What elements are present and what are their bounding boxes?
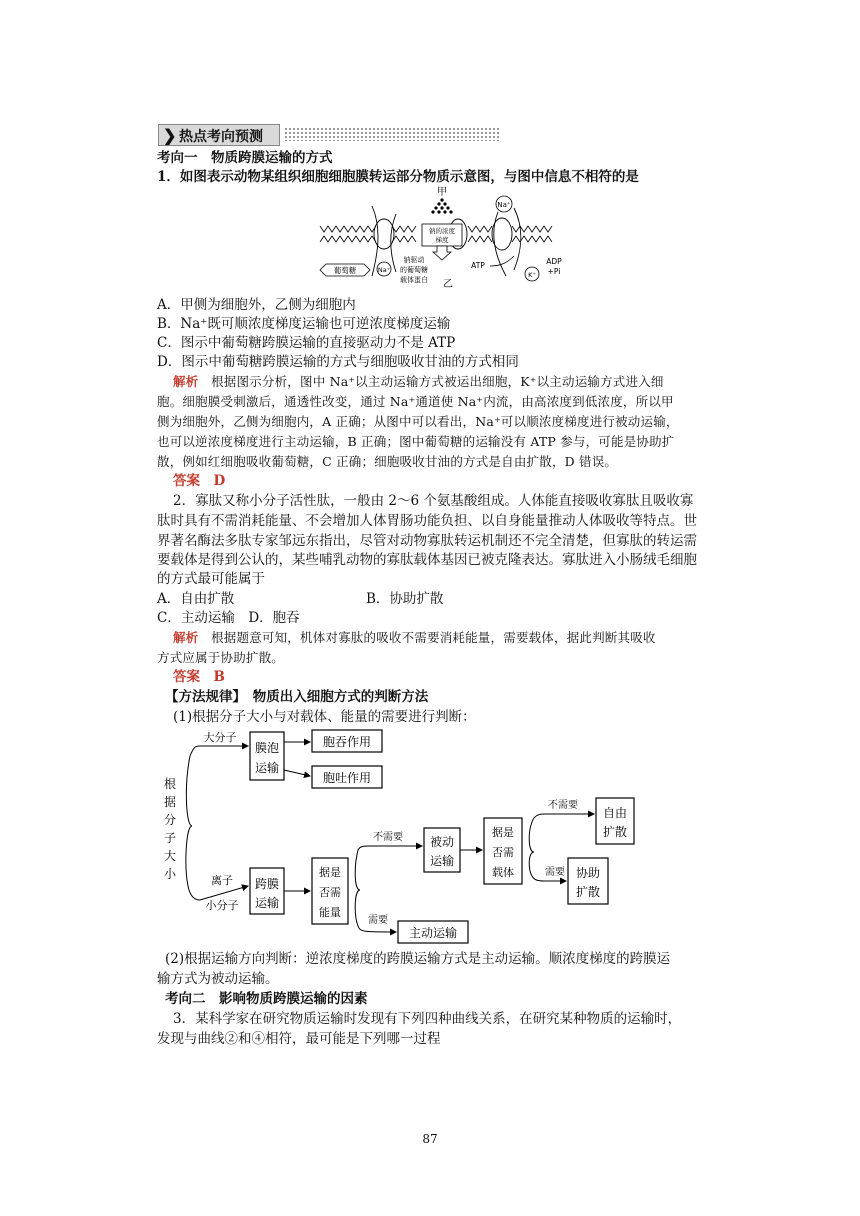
question-2-option-cd: C．主动运输 D．胞吞 [157,610,300,626]
energy-question-2: 否需 [319,886,341,899]
glucose-label: 葡萄糖 [333,266,357,275]
passive-label-2: 运输 [429,854,455,868]
method-point-1: (1)根据分子大小与对载体、能量的需要进行判断： [173,709,476,725]
vesicle-label-2: 运输 [254,761,280,775]
free-diffusion-label-1: 自由 [602,806,628,820]
root-char-1: 根 [163,777,177,791]
page-number: 87 [422,1132,438,1146]
root-char-2: 据 [163,795,177,809]
root-char-5: 大 [163,849,177,863]
carrier-label-3: 载体蛋白 [400,276,428,284]
question-2-analysis-line-1: 解析 根据题意可知，机体对寡肽的吸收不需要消耗能量，需要载体，据此判断其吸收 [173,630,656,645]
question-2-option-b: B．协助扩散 [366,591,444,607]
no-energy-label: 不需要 [373,832,403,843]
root-brace-bottom [186,826,200,900]
big-molecule-label: 大分子 [203,731,237,744]
question-2-analysis-line-2: 方式应属于协助扩散。 [157,650,285,665]
root-brace-top [186,746,200,826]
question-1-analysis-line-4: 也可以逆浓度梯度进行主动运输，B 正确；图中葡萄糖的运输没有 ATP 参与，可能是协助扩 [157,434,675,449]
question-1-option-c: C．图示中葡萄糖跨膜运输的直接驱动力不是 ATP [157,335,456,351]
method-title: 【方法规律】 物质出入细胞方式的判断方法 [165,689,429,705]
section-header-box [158,124,280,146]
question-1-stem: 1．如图表示动物某组织细胞细胞膜转运部分物质示意图，与图中信息不相符的是 [157,169,639,185]
transmembrane-label-2: 运输 [254,896,280,910]
arrow-icon: ❯ [163,126,177,145]
question-2-stem-line-1: 2．寡肽又称小分子活性肽，一般由 2～6 个氨基酸组成。人体能直接吸收寡肽且吸收寡 [173,493,694,509]
vesicle-label-1: 膜泡 [254,741,280,755]
question-1-analysis-line-5: 散，例如红细胞吸收葡萄糖，C 正确；细胞吸收甘油的方式是自由扩散，D 错误。 [157,454,618,469]
carrier-brace-top [529,814,544,852]
question-3-stem-line-1: 3．某科学家在研究物质运输时发现有下列四种曲线关系，在研究某种物质的运输时， [173,1011,682,1027]
no-carrier-label: 不需要 [548,800,578,811]
gradient-box-label-1: 钠的浓度 [429,227,455,235]
energy-needed-label: 需要 [368,915,388,926]
root-char-3: 分 [163,813,177,827]
topic-two-heading: 考向二 影响物质跨膜运输的因素 [165,991,368,1007]
carrier-question-3: 载体 [492,866,514,879]
adp-label: ADP [546,257,562,266]
method-point-2-line-1: (2)根据运输方向判断：逆浓度梯度的跨膜运输方式是主动运输。顺浓度梯度的跨膜运 [165,951,671,967]
question-1-answer: 答案 D [173,473,226,489]
question-1-option-a: A．甲侧为细胞外，乙侧为细胞内 [157,297,356,313]
gradient-box-label-2: 梯度 [435,236,449,244]
section-header [158,124,500,146]
question-2-stem-line-3: 界著名酶法多肽专家邹远东指出，尽管对动物寡肽转运机制还不完全清楚，但寡肽的转运需 [157,533,697,549]
ion-label: 离子 [211,874,233,887]
facilitated-label-1: 协助 [575,866,601,880]
sodium-ion-label-bottom: Na⁺ [377,266,391,274]
facilitated-label-2: 扩散 [575,885,601,899]
transmembrane-label-1: 跨膜 [254,877,280,891]
energy-question-3: 能量 [319,906,341,919]
carrier-question-1: 据是 [492,826,514,839]
question-2-option-a: A．自由扩散 [157,591,235,607]
active-transport-label: 主动运输 [408,926,458,940]
transport-decision-flowchart [160,726,650,946]
question-1-analysis-line-1: 解析 根据图示分析，图中 Na⁺以主动运输方式被运出细胞，K⁺以主动运输方式进入细 [173,374,664,389]
small-molecule-arrow [200,886,248,900]
header-dotted-rule [284,127,500,141]
question-1-option-b: B．Na⁺既可顺浓度梯度运输也可逆浓度梯度运输 [157,316,451,332]
pi-label: +Pi [547,267,561,276]
analysis-label: 解析 [173,374,199,389]
topic-one-heading: 考向一 物质跨膜运输的方式 [157,150,333,166]
energy-question-1: 据是 [319,866,341,879]
question-2-stem-line-2: 肽时具有不需消耗能量、不会增加人体胃肠功能负担、以自身能量推动人体吸收等特点。世 [157,513,697,529]
question-1-analysis-line-3: 侧为细胞外，乙侧为细胞内，A 正确；从图中可以看出，Na⁺可以顺浓度梯度进行被动运输， [157,414,679,429]
atp-label: ATP [471,261,485,270]
question-2-stem-line-4: 要载体是得到公认的，某些哺乳动物的寡肽载体基因已被克隆表达。寡肽进入小肠绒毛细胞 [157,552,697,568]
question-2-stem-line-5: 的方式最可能属于 [157,571,265,587]
exocytosis-arrow [284,770,310,776]
carrier-label-2: 的葡萄糖 [400,266,428,274]
exocytosis-label: 胞吐作用 [322,771,372,785]
figure-label-top: 甲 [437,187,447,198]
question-1-analysis-line-2: 胞。细胞膜受刺激后，通透性改变，通过 Na⁺通道使 Na⁺内流，由高浓度到低浓度，所以甲 [157,394,674,409]
passive-label-1: 被动 [429,835,455,849]
carrier-needed-label: 需要 [545,867,565,878]
potassium-ion-label: K⁺ [528,271,536,279]
energy-brace-top [355,846,370,890]
carrier-question-2: 否需 [492,846,514,859]
question-1-option-d: D．图示中葡萄糖跨膜运输的方式与细胞吸收甘油的方式相同 [157,354,519,370]
section-header-title: 热点考向预测 [179,129,263,145]
sodium-ion-label-top: Na⁺ [497,201,511,209]
question-3-stem-line-2: 发现与曲线②和④相符，最可能是下列哪一过程 [157,1031,441,1047]
root-char-6: 小 [163,867,177,881]
method-point-2-line-2: 输方式为被动运输。 [157,971,279,987]
membrane-transport-figure [318,184,568,290]
endocytosis-label: 胞吞作用 [322,735,372,749]
small-molecule-label: 小分子 [205,899,239,912]
carrier-label-1: 钠驱动 [403,256,425,264]
carrier-brace-bottom [529,852,544,881]
gradient-arrow-icon [433,246,451,260]
figure-label-bottom: 乙 [443,279,453,290]
question-2-answer: 答案 B [173,669,225,685]
atp-arrow [490,256,514,266]
root-char-4: 子 [163,831,177,845]
free-diffusion-label-2: 扩散 [602,825,628,839]
